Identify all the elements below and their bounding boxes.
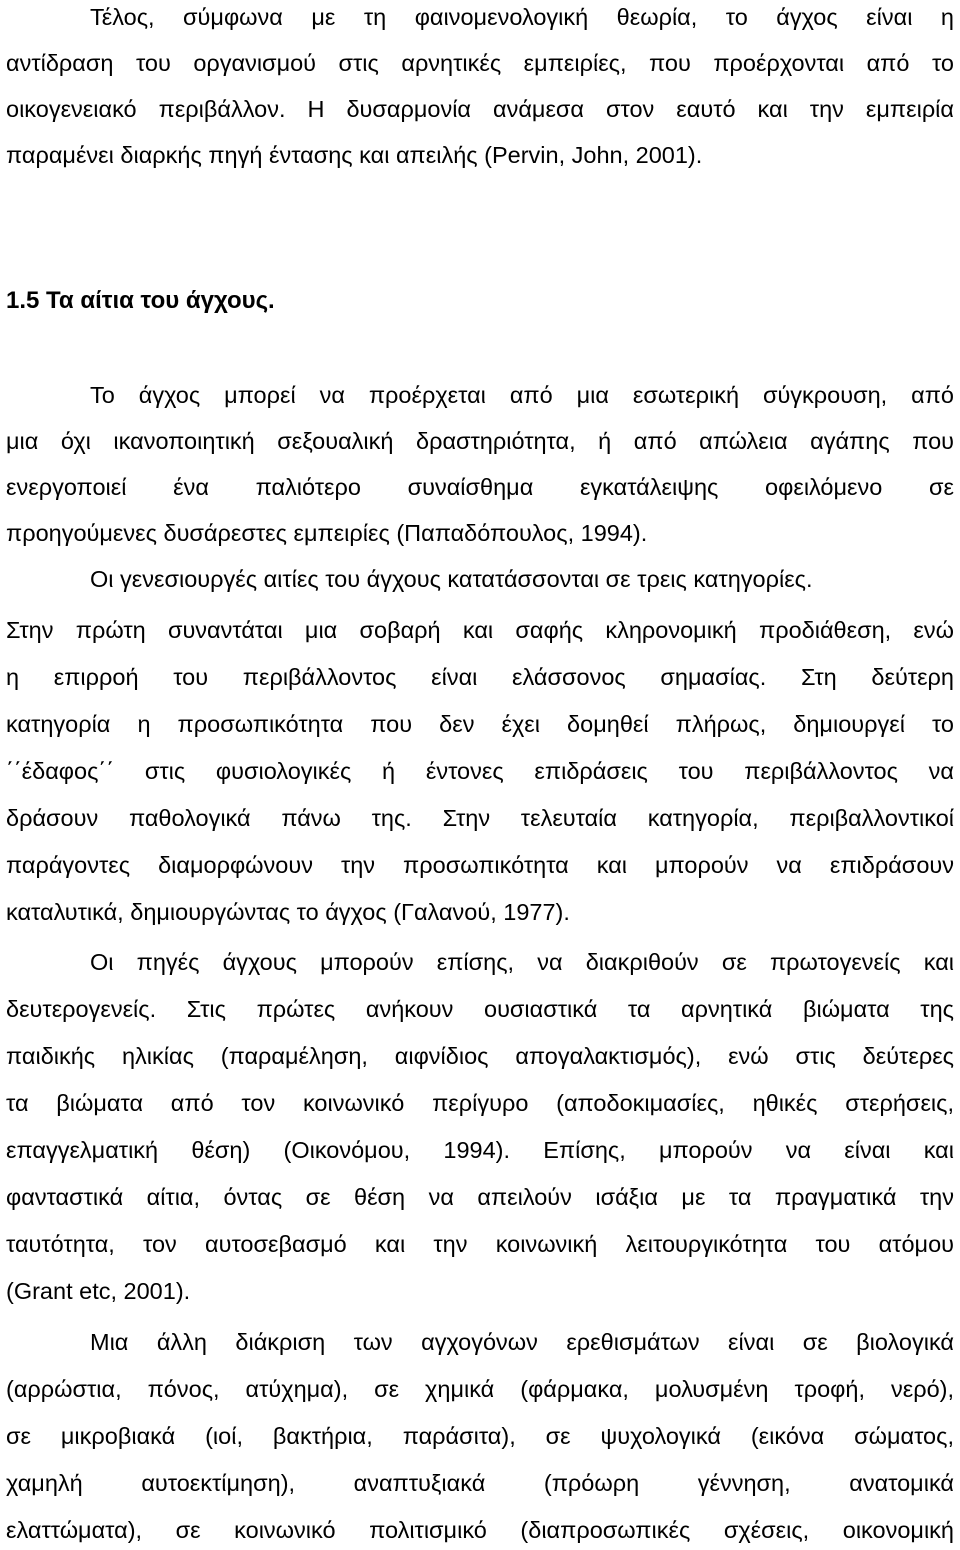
text-line: ενεργοποιεί ένα παλιότερο συναίσθημα εγκατάλειψης οφειλόμενο σε — [6, 474, 954, 500]
text-line: προηγούμενες δυσάρεστες εμπειρίες (Παπαδόπουλος, 1994). — [6, 520, 648, 546]
text-line: σε μικροβιακά (ιοί, βακτήρια, παράσιτα), σε ψυχολογικά (εικόνα σώματος, — [6, 1423, 954, 1449]
text-line: καταλυτικά, δημιουργώντας το άγχος (Γαλανού, 1977). — [6, 899, 570, 925]
text-line: Οι γενεσιουργές αιτίες του άγχους κατατάσσονται σε τρεις κατηγορίες. — [90, 566, 813, 592]
text-line: οικογενειακό περιβάλλον. Η δυσαρμονία ανάμεσα στον εαυτό και την εμπειρία — [6, 96, 954, 122]
text-line: παράγοντες διαμορφώνουν την προσωπικότητα και μπορούν να επιδράσουν — [6, 852, 954, 878]
text-line: Τέλος, σύμφωνα με τη φαινομενολογική θεωρία, το άγχος είναι η — [90, 4, 954, 30]
text-line: Στην πρώτη συναντάται μια σοβαρή και σαφής κληρονομική προδιάθεση, ενώ — [6, 617, 954, 643]
text-line: Μια άλλη διάκριση των αγχογόνων ερεθισμάτων είναι σε βιολογικά — [90, 1329, 954, 1355]
text-line: τα βιώματα από τον κοινωνικό περίγυρο (αποδοκιμασίες, ηθικές στερήσεις, — [6, 1090, 954, 1116]
text-line: (αρρώστια, πόνος, ατύχημα), σε χημικά (φάρμακα, μολυσμένη τροφή, νερό), — [6, 1376, 954, 1402]
text-line: φανταστικά αίτια, όντας σε θέση να απειλούν ισάξια με τα πραγματικά την — [6, 1184, 954, 1210]
text-line: ελαττώματα), σε κοινωνικό πολιτισμικό (διαπροσωπικές σχέσεις, οικονομική — [6, 1517, 954, 1543]
text-line: Οι πηγές άγχους μπορούν επίσης, να διακριθούν σε πρωτογενείς και — [90, 949, 954, 975]
text-line: (Grant etc, 2001). — [6, 1278, 191, 1304]
text-line: ταυτότητα, τον αυτοσεβασμό και την κοινωνική λειτουργικότητα του ατόμου — [6, 1231, 954, 1257]
section-heading: 1.5 Τα αίτια του άγχους. — [6, 287, 275, 314]
text-line: παραμένει διαρκής πηγή έντασης και απειλής (Pervin, John, 2001). — [6, 142, 703, 168]
text-line: κατηγορία η προσωπικότητα που δεν έχει δομηθεί πλήρως, δημιουργεί το — [6, 711, 954, 737]
text-line: μια όχι ικανοποιητική σεξουαλική δραστηριότητα, ή από απώλεια αγάπης που — [6, 428, 954, 454]
text-line: Το άγχος μπορεί να προέρχεται από μια εσωτερική σύγκρουση, από — [90, 382, 954, 408]
text-line: ΄΄έδαφος΄΄ στις φυσιολογικές ή έντονες επιδράσεις του περιβάλλοντος να — [6, 758, 954, 784]
text-line: αντίδραση του οργανισμού στις αρνητικές εμπειρίες, που προέρχονται από το — [6, 50, 954, 76]
text-line: η επιρροή του περιβάλλοντος είναι ελάσσονος σημασίας. Στη δεύτερη — [6, 664, 954, 690]
text-line: παιδικής ηλικίας (παραμέληση, αιφνίδιος απογαλακτισμός), ενώ στις δεύτερες — [6, 1043, 954, 1069]
text-line: δράσουν παθολογικά πάνω της. Στην τελευταία κατηγορία, περιβαλλοντικοί — [6, 805, 954, 831]
text-line: δευτερογενείς. Στις πρώτες ανήκουν ουσιαστικά τα αρνητικά βιώματα της — [6, 996, 954, 1022]
text-line: επαγγελματική θέση) (Οικονόμου, 1994). Επίσης, μπορούν να είναι και — [6, 1137, 954, 1163]
text-line: χαμηλή αυτοεκτίμηση), αναπτυξιακά (πρόωρη γέννηση, ανατομικά — [6, 1470, 954, 1496]
